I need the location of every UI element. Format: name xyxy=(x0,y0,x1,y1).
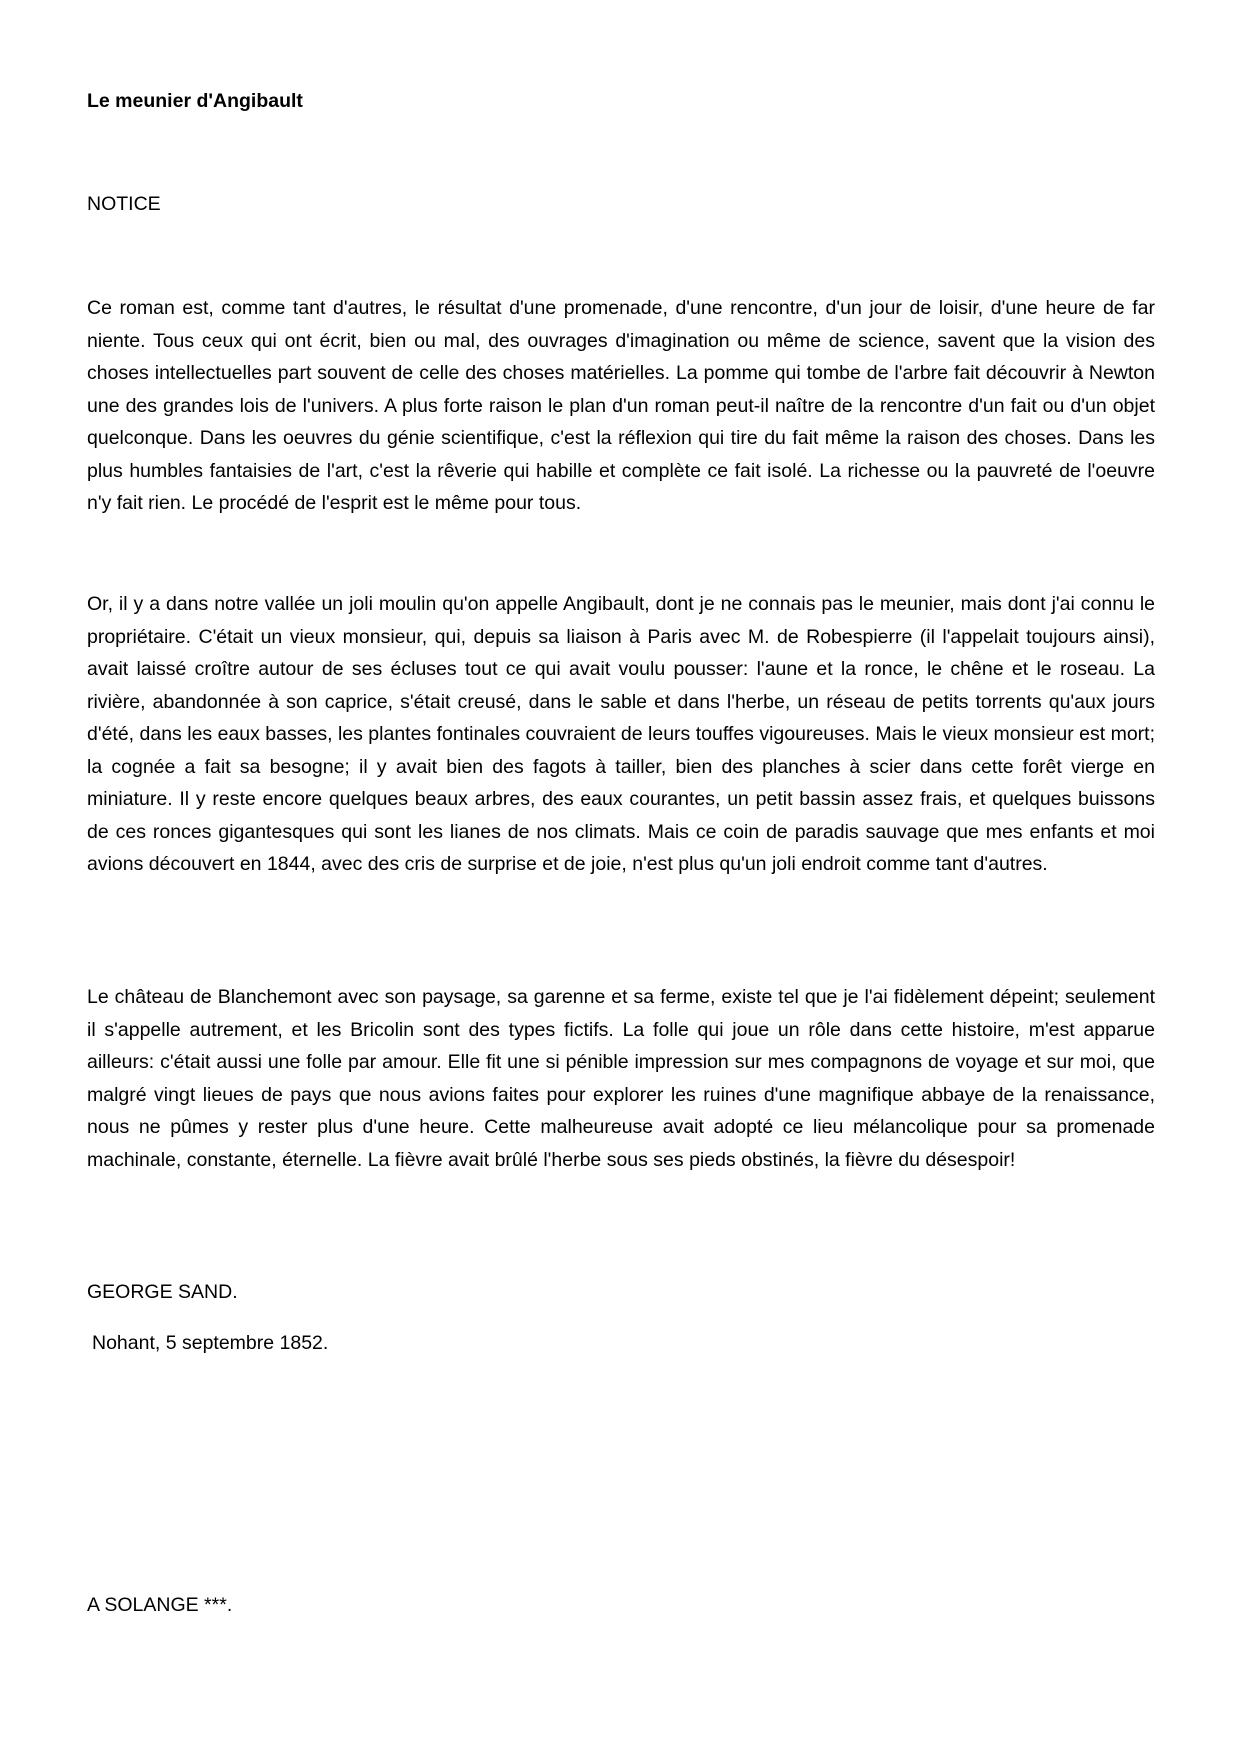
paragraph-1: Ce roman est, comme tant d'autres, le résultat d'une promenade, d'une rencontre, d'un jour de loisir, d'une heure de far niente. Tous ceux qui ont écrit, bien ou mal, des ouvrages d'imagination ou même de science, savent que la vision des choses intellectuelles part souvent de celle des choses matérielles. La pomme qui tombe de l'arbre fait découvrir à Newton une des grandes lois de l'univers. A plus forte raison le plan d'un roman peut-il naître de la rencontre d'un fait ou d'un objet quelconque. Dans les oeuvres du génie scientifique, c'est la réflexion qui tire du fait même la raison des choses. Dans les plus humbles fantaisies de l'art, c'est la rêverie qui habille et complète ce fait isolé. La richesse ou la pauvreté de l'oeuvre n'y fait rien. Le procédé de l'esprit est le même pour tous. xyxy=(87,297,1155,514)
document-title: Le meunier d'Angibault xyxy=(87,90,303,112)
paragraph-3: Le château de Blanchemont avec son paysage, sa garenne et sa ferme, existe tel que je l'ai fidèlement dépeint; seulement il s'appelle autrement, et les Bricolin sont des types fictifs. La folle qui joue un rôle dans cette histoire, m'est apparue ailleurs: c'était aussi une folle par amour. Elle fit une si pénible impression sur mes compagnons de voyage et sur moi, que malgré vingt lieues de pays que nous avions faites pour explorer les ruines d'une magnifique abbaye de la renaissance, nous ne pûmes y rester plus d'une heure. Cette malheureuse avait adopté ce lieu mélancolique pour sa promenade machinale, constante, éternelle. La fièvre avait brûlé l'herbe sous ses pieds obstinés, la fièvre du désespoir! xyxy=(87,986,1155,1171)
paragraph-2: Or, il y a dans notre vallée un joli moulin qu'on appelle Angibault, dont je ne connais pas le meunier, mais dont j'ai connu le propriétaire. C'était un vieux monsieur, qui, depuis sa liaison à Paris avec M. de Robespierre (il l'appelait toujours ainsi), avait laissé croître autour de ses écluses tout ce qui avait voulu pousser: l'aune et la ronce, le chêne et le roseau. La rivière, abandonnée à son caprice, s'était creusé, dans le sable et dans l'herbe, un réseau de petits torrents qu'aux jours d'été, dans les eaux basses, les plantes fontinales couvraient de leurs touffes vigoureuses. Mais le vieux monsieur est mort; la cognée a fait sa besogne; il y avait bien des fagots à tailler, bien des planches à scier dans cette forêt vierge en miniature. Il y reste encore quelques beaux arbres, des eaux courantes, un petit bassin assez frais, et quelques buissons de ces ronces gigantesques qui sont les lianes de nos climats. Mais ce coin de paradis sauvage que mes enfants et moi avions découvert en 1844, avec des cris de surprise et de joie, n'est plus qu'un joli endroit comme tant d'autres. xyxy=(87,593,1155,875)
section-heading: NOTICE xyxy=(87,193,161,215)
dedication-heading: A SOLANGE ***. xyxy=(87,1594,233,1616)
author-signature: GEORGE SAND. xyxy=(87,1281,238,1303)
place-date: Nohant, 5 septembre 1852. xyxy=(92,1332,329,1354)
